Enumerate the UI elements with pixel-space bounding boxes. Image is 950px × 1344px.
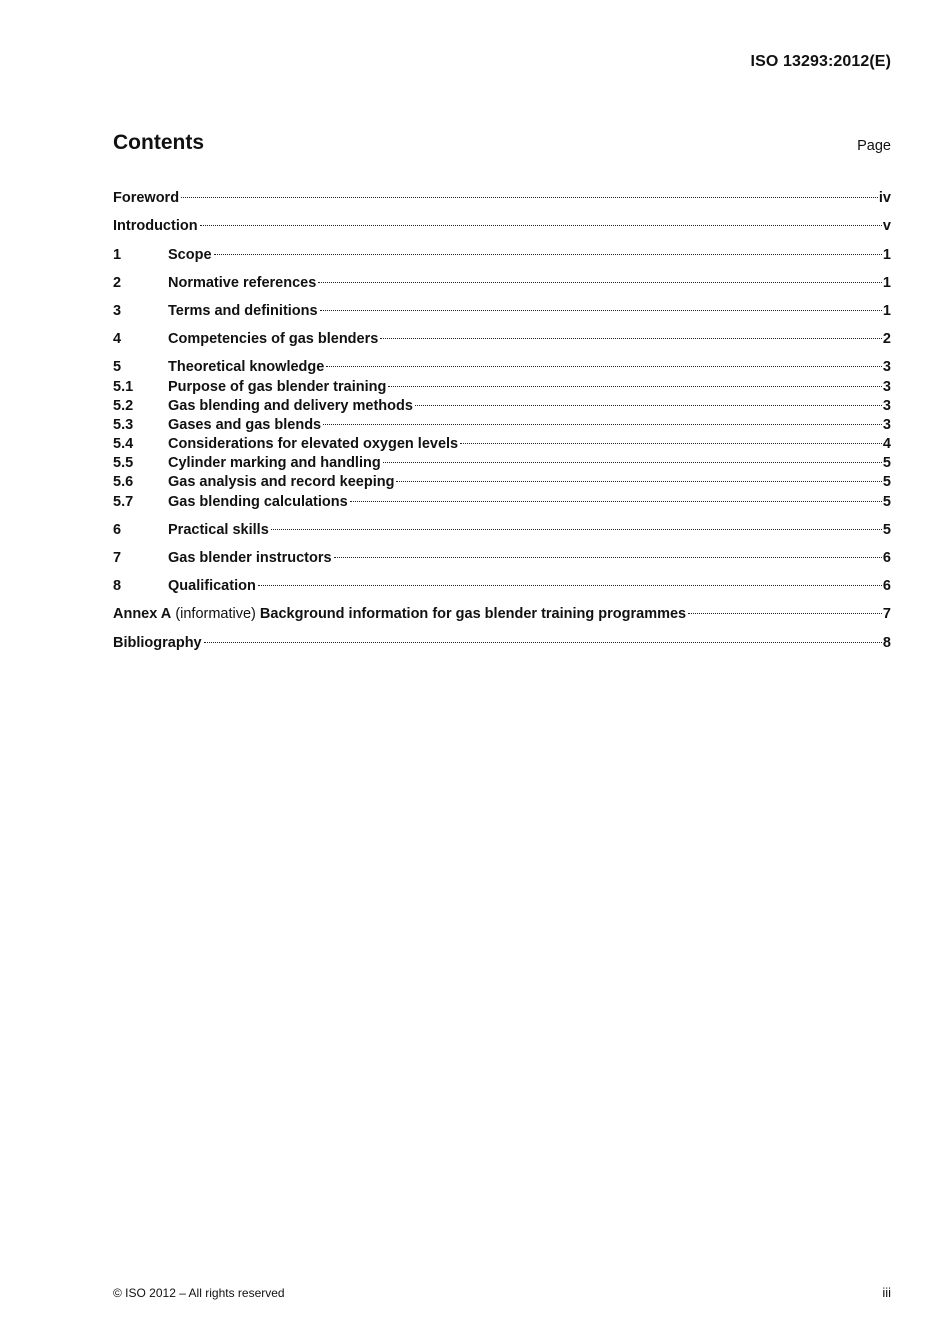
toc-entry-title: Competencies of gas blenders <box>168 331 379 347</box>
toc-dot-leader <box>214 240 882 259</box>
annex-label: Annex A <box>113 606 172 622</box>
toc-entry-page: 3 <box>882 379 891 395</box>
toc-entry-page: 5 <box>882 494 891 510</box>
toc-entry-gas-analysis[interactable] <box>113 467 891 490</box>
toc-entry-number: 3 <box>113 303 122 319</box>
toc-entry-terms-and-definitions[interactable] <box>113 296 891 319</box>
toc-entry-page: 5 <box>882 474 891 490</box>
toc-entry-title: Introduction <box>113 218 198 234</box>
toc-entry-gases-and-blends[interactable] <box>113 410 891 433</box>
toc-entry-bibliography[interactable] <box>113 628 891 651</box>
toc-entry-title: Considerations for elevated oxygen levels <box>168 436 459 452</box>
annex-title: Background information for gas blender training programmes <box>259 606 687 622</box>
toc-entry-title: Theoretical knowledge <box>168 359 325 375</box>
toc-entry-page: iv <box>878 190 891 206</box>
toc-dot-leader <box>688 599 882 618</box>
toc-dot-leader <box>415 391 882 410</box>
toc-dot-leader <box>334 543 882 562</box>
toc-entry-number: 5.6 <box>113 474 134 490</box>
toc-entry-title: Bibliography <box>113 635 202 651</box>
toc-entry-page: 1 <box>882 275 891 291</box>
toc-dot-leader <box>350 487 882 506</box>
toc-entry-blending-methods[interactable] <box>113 391 891 414</box>
toc-dot-leader <box>271 515 882 534</box>
toc-entry-title: Cylinder marking and handling <box>168 455 381 471</box>
toc-dot-leader <box>318 268 882 287</box>
toc-entry-title: Practical skills <box>168 522 269 538</box>
toc-entry-number: 8 <box>113 578 122 594</box>
toc-dot-leader <box>204 628 882 647</box>
toc-entry-page: 6 <box>882 578 891 594</box>
toc-entry-number: 4 <box>113 331 122 347</box>
toc-entry-title: Foreword <box>113 190 180 206</box>
toc-entry-page: 1 <box>882 247 891 263</box>
annex-qualifier: (informative) <box>175 606 256 622</box>
toc-entry-number: 5 <box>113 359 122 375</box>
toc-entry-number: 2 <box>113 275 122 291</box>
toc-entry-page: 1 <box>882 303 891 319</box>
toc-entry-page: 5 <box>882 455 891 471</box>
toc-entry-title: Gases and gas blends <box>168 417 322 433</box>
toc-entry-title: Gas blender instructors <box>168 550 332 566</box>
document-header-code: ISO 13293:2012(E) <box>750 53 891 70</box>
toc-entry-normative-references[interactable] <box>113 268 891 291</box>
toc-entry-page: 8 <box>882 635 891 651</box>
toc-entry-instructors[interactable] <box>113 543 891 566</box>
toc-entry-page: 6 <box>882 550 891 566</box>
toc-entry-number: 5.7 <box>113 494 134 510</box>
toc-entry-number: 7 <box>113 550 122 566</box>
toc-dot-leader <box>323 410 882 429</box>
toc-entry-page: 4 <box>882 436 891 452</box>
toc-entry-page: v <box>882 218 891 234</box>
toc-entry-number: 5.1 <box>113 379 134 395</box>
toc-dot-leader <box>396 467 881 486</box>
toc-entry-page: 2 <box>882 331 891 347</box>
toc-entry-page: 3 <box>882 359 891 375</box>
toc-entry-page: 7 <box>882 606 891 622</box>
toc-entry-title: Terms and definitions <box>168 303 318 319</box>
toc-dot-leader <box>258 571 882 590</box>
toc-entry-title: Gas analysis and record keeping <box>168 474 395 490</box>
toc-entry-title: Qualification <box>168 578 256 594</box>
toc-entry-elevated-oxygen[interactable] <box>113 429 891 452</box>
toc-dot-leader <box>326 352 882 371</box>
footer-copyright: © ISO 2012 – All rights reserved <box>113 1286 285 1300</box>
toc-entry-title: Scope <box>168 247 212 263</box>
toc-entry-number: 1 <box>113 247 122 263</box>
toc-dot-leader <box>460 429 882 448</box>
toc-entry-blending-calculations[interactable] <box>113 487 891 510</box>
toc-entry-title: Normative references <box>168 275 317 291</box>
toc-entry-number: 6 <box>113 522 122 538</box>
toc-entry-annex-a[interactable] <box>113 599 891 622</box>
toc-entry-introduction[interactable] <box>113 211 891 234</box>
toc-dot-leader <box>181 183 878 202</box>
toc-entry-title: Purpose of gas blender training <box>168 379 387 395</box>
toc-dot-leader <box>380 324 882 343</box>
toc-dot-leader <box>200 211 882 230</box>
toc-entry-practical-skills[interactable] <box>113 515 891 538</box>
toc-entry-number: 5.4 <box>113 436 134 452</box>
toc-entry-page: 3 <box>882 398 891 414</box>
page-column-label: Page <box>857 138 891 154</box>
toc-dot-leader <box>320 296 882 315</box>
toc-entry-theoretical-knowledge[interactable] <box>113 352 891 375</box>
contents-heading: Contents <box>113 131 204 154</box>
toc-entry-title: Gas blending and delivery methods <box>168 398 413 414</box>
toc-dot-leader <box>383 448 882 467</box>
toc-entry-number: 5.2 <box>113 398 134 414</box>
toc-entry-title: Gas blending calculations <box>168 494 348 510</box>
toc-entry-scope[interactable] <box>113 240 891 263</box>
toc-entry-page: 3 <box>882 417 891 433</box>
toc-entry-cylinder-marking[interactable] <box>113 448 891 471</box>
toc-dot-leader <box>388 372 882 391</box>
toc-entry-number: 5.3 <box>113 417 134 433</box>
footer-page-number: iii <box>882 1285 891 1300</box>
toc-entry-purpose-of-training[interactable] <box>113 372 891 395</box>
toc-entry-competencies[interactable] <box>113 324 891 347</box>
toc-entry-qualification[interactable] <box>113 571 891 594</box>
toc-entry-page: 5 <box>882 522 891 538</box>
toc-entry-number: 5.5 <box>113 455 134 471</box>
toc-entry-foreword[interactable] <box>113 183 891 206</box>
